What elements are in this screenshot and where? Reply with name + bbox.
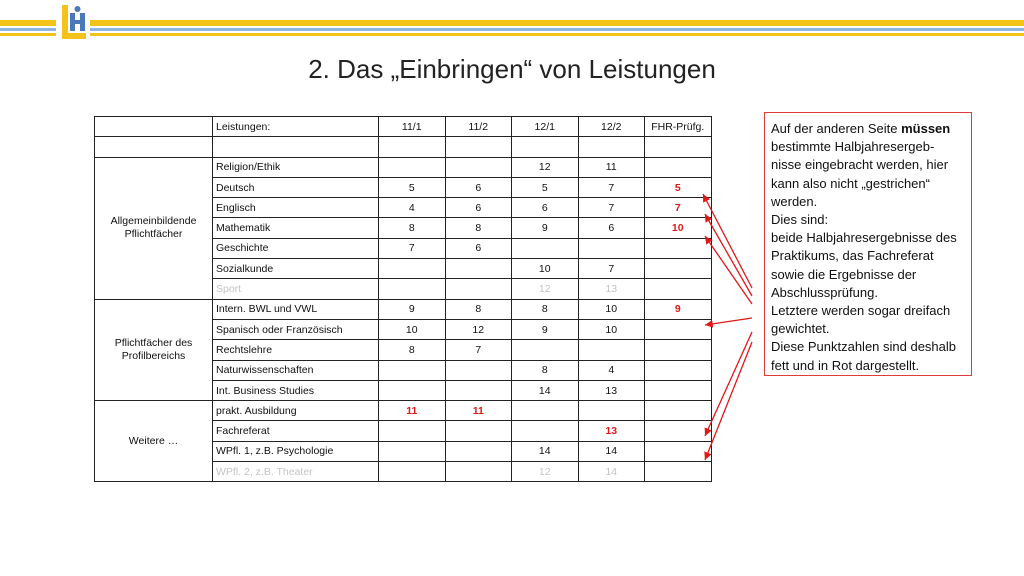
grade-cell: 13	[578, 421, 645, 441]
page-title: 2. Das „Einbringen“ von Leistungen	[308, 54, 716, 84]
grade-cell: 14	[512, 380, 579, 400]
grade-cell: 7	[379, 238, 446, 258]
subject-cell: Mathematik	[213, 218, 379, 238]
grade-cell: 8	[512, 299, 579, 319]
subject-cell: Sport	[213, 279, 379, 299]
group-label: Pflichtfächer des Profilbereichs	[95, 299, 213, 400]
subject-cell: Religion/Ethik	[213, 157, 379, 177]
grade-cell: 6	[445, 238, 512, 258]
group-label: Weitere …	[95, 401, 213, 482]
grade-cell: 8	[379, 340, 446, 360]
grade-cell: 14	[512, 441, 579, 461]
arrow-praktikum	[705, 332, 752, 436]
grade-cell: 10	[512, 259, 579, 279]
grade-cell: 9	[379, 299, 446, 319]
subject-cell: Spanisch oder Französisch	[213, 319, 379, 339]
grade-cell: 12	[512, 157, 579, 177]
fhr-cell: 9	[645, 299, 712, 319]
explanation-note: Auf der anderen Seite müssen bestimmte Halbjahresergeb- nisse eingebracht werden, hier kann also nicht „gestrichen“ werden. Dies sind: beide Halbjahresergebnisse des Praktikums, das Fachreferat sowie die Ergebnisse der Abschlussprüfung. Letztere werden sogar dreifach gewichtet. Diese Punktzahlen sind deshalb fett und in Rot dargestellt.	[764, 112, 972, 376]
arrow-englisch	[705, 214, 752, 296]
grade-cell: 10	[578, 299, 645, 319]
grade-cell: 4	[379, 198, 446, 218]
subject-cell: Fachreferat	[213, 421, 379, 441]
grade-cell: 9	[512, 218, 579, 238]
grade-cell: 9	[512, 319, 579, 339]
subject-cell: Int. Business Studies	[213, 380, 379, 400]
subject-cell: Deutsch	[213, 177, 379, 197]
grade-cell: 14	[578, 462, 645, 482]
grade-cell: 10	[578, 319, 645, 339]
subject-cell: Rechtslehre	[213, 340, 379, 360]
group-label: Allgemeinbildende Pflichtfächer	[95, 157, 213, 299]
grade-cell: 8	[379, 218, 446, 238]
grade-cell: 7	[578, 177, 645, 197]
header-cell: Leistungen:	[213, 117, 379, 137]
subject-cell: prakt. Ausbildung	[213, 401, 379, 421]
subject-cell: WPfl. 1, z.B. Psychologie	[213, 441, 379, 461]
grade-cell: 12	[512, 462, 579, 482]
arrow-fachreferat	[705, 342, 752, 460]
grade-cell: 11	[578, 157, 645, 177]
arrow-bwl	[705, 318, 752, 325]
grade-cell: 10	[379, 319, 446, 339]
arrow-deutsch	[703, 194, 752, 288]
grade-cell: 14	[578, 441, 645, 461]
grade-cell: 7	[445, 340, 512, 360]
grade-cell: 8	[512, 360, 579, 380]
grade-cell: 6	[445, 198, 512, 218]
header-cell: 11/2	[445, 117, 512, 137]
grade-cell: 11	[379, 401, 446, 421]
grade-cell: 7	[578, 259, 645, 279]
subject-cell: Englisch	[213, 198, 379, 218]
grade-cell: 11	[445, 401, 512, 421]
fhr-cell: 5	[645, 177, 712, 197]
grade-cell: 12	[445, 319, 512, 339]
subject-cell: Naturwissenschaften	[213, 360, 379, 380]
grade-cell: 8	[445, 299, 512, 319]
fhr-cell: 10	[645, 218, 712, 238]
grade-cell: 7	[578, 198, 645, 218]
arrow-mathematik	[705, 236, 752, 304]
header-cell: 12/1	[512, 117, 579, 137]
subject-cell: Sozialkunde	[213, 259, 379, 279]
header-cell: 12/2	[578, 117, 645, 137]
grade-cell: 8	[445, 218, 512, 238]
grade-cell: 13	[578, 380, 645, 400]
grade-cell: 13	[578, 279, 645, 299]
grade-cell: 6	[512, 198, 579, 218]
grade-cell: 12	[512, 279, 579, 299]
header-cell: 11/1	[379, 117, 446, 137]
grade-cell: 4	[578, 360, 645, 380]
subject-cell: Geschichte	[213, 238, 379, 258]
fhr-cell: 7	[645, 198, 712, 218]
subject-cell: Intern. BWL und VWL	[213, 299, 379, 319]
grade-cell: 5	[512, 177, 579, 197]
grade-cell: 5	[379, 177, 446, 197]
header-cell: FHR-Prüfg.	[645, 117, 712, 137]
grade-cell: 6	[578, 218, 645, 238]
subject-cell: WPfl. 2, z.B. Theater	[213, 462, 379, 482]
grade-cell: 6	[445, 177, 512, 197]
